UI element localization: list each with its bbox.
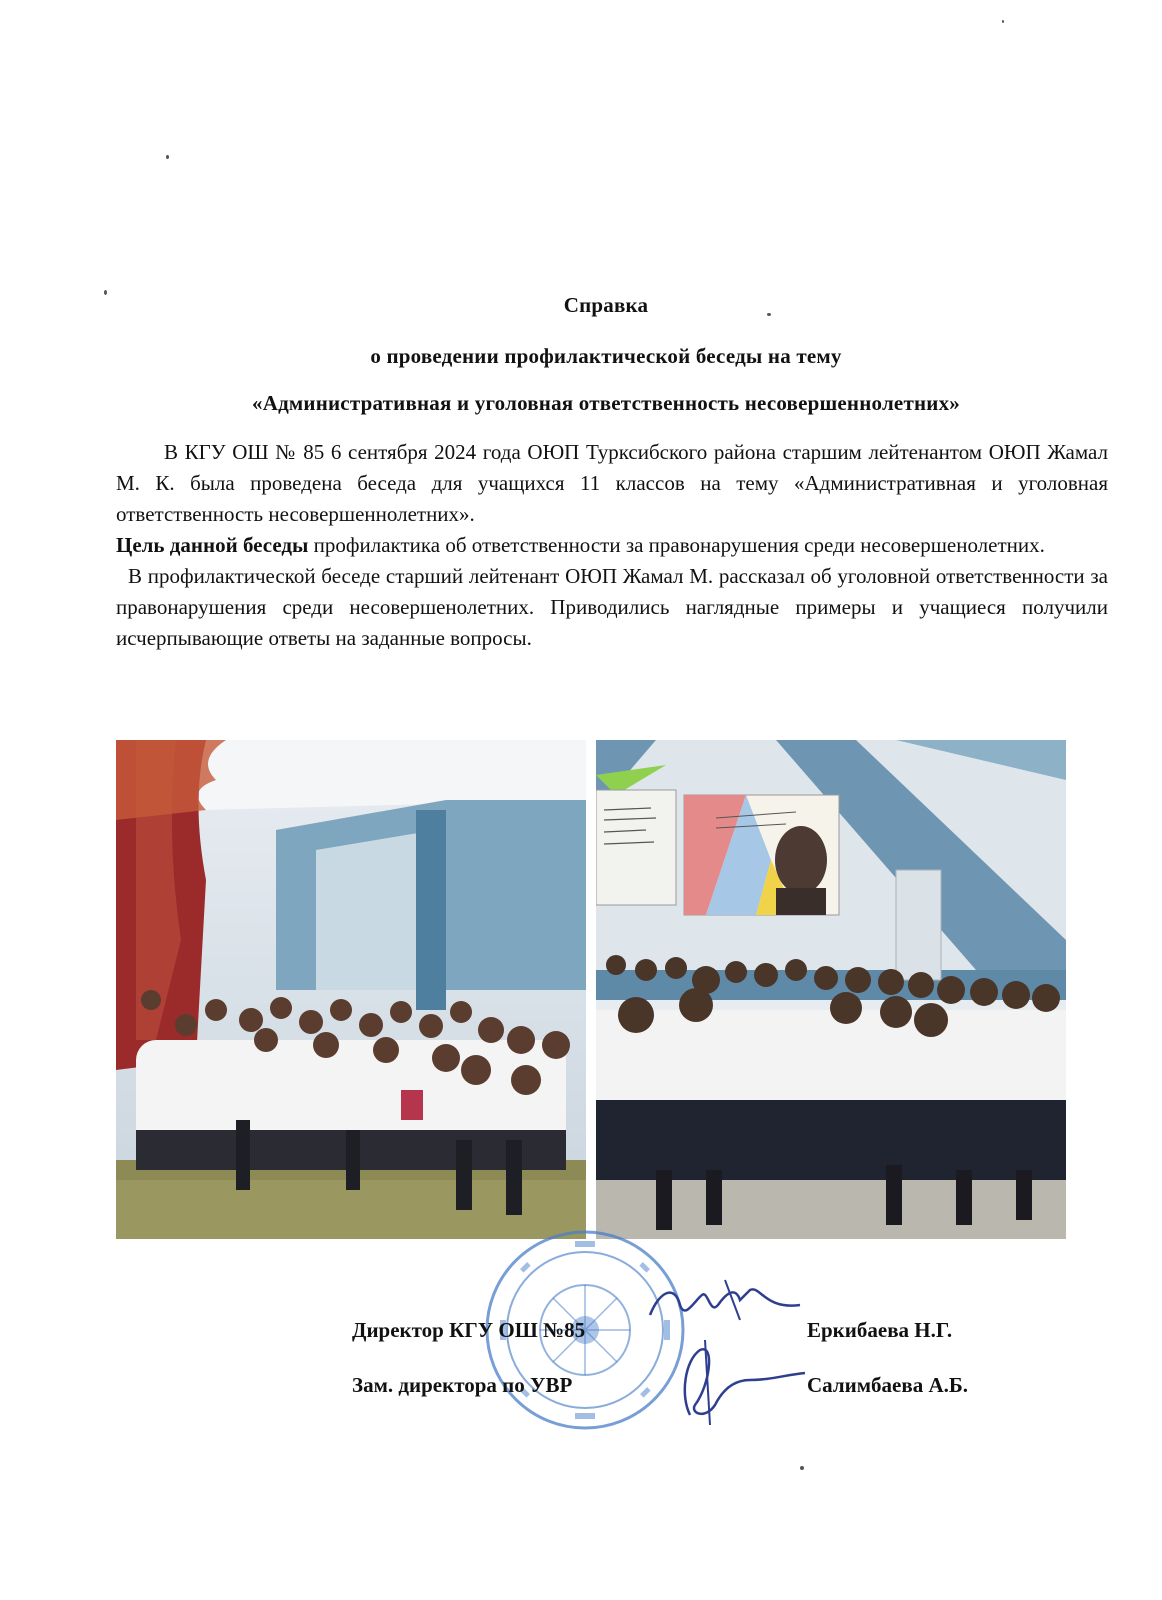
event-photo-left [116,740,586,1239]
director-title: Директор КГУ ОШ №85 [352,1318,586,1342]
scan-speck [104,290,107,295]
scan-speck [166,155,169,159]
document-title: Справка [563,293,649,317]
scan-speck [767,313,771,316]
paragraph-intro: В КГУ ОШ № 85 6 сентября 2024 года ОЮП Турксибского района старшим лейтенантом ОЮП Жамал М. К. была проведена беседа для учащихся 11 классов на тему «Административная и уголовная ответственность несовершеннолетних». [116,440,1108,526]
document-subtitle: о проведении профилактической беседы на тему [370,344,842,368]
event-photo-right [596,740,1066,1239]
document-topic: «Административная и уголовная ответственность несовершеннолетних» [252,391,960,415]
goal-text: профилактика об ответственности за правонарушения среди несовершенолетних. [308,533,1045,557]
deputy-signature [660,1335,810,1430]
scan-speck [1002,20,1004,23]
paragraph-summary: В профилактической беседе старший лейтенант ОЮП Жамал М. рассказал об уголовной ответственности за правонарушения среди несовершенолетних. Приводились наглядные примеры и учащиеся получили исчерпывающие ответы на заданные вопросы. [116,564,1108,650]
scan-speck [800,1466,804,1470]
director-signature [640,1270,810,1340]
deputy-name: Салимбаева А.Б. [807,1373,968,1397]
goal-label: Цель данной беседы [116,533,309,557]
document-body [116,437,1108,654]
deputy-title: Зам. директора по УВР [352,1373,573,1397]
director-name: Еркибаева Н.Г. [807,1318,953,1342]
paragraph-goal [116,530,1108,561]
